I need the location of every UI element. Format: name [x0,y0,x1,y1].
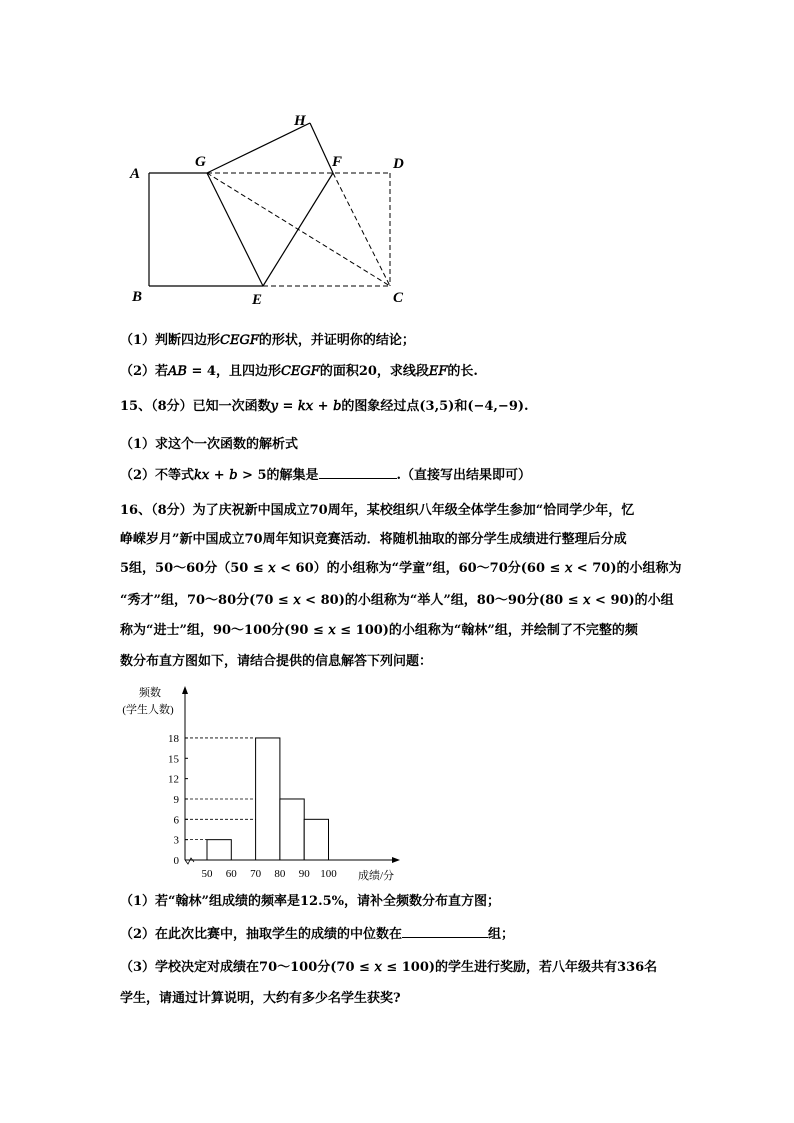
q15-part2-suffix: .（直接写出结果即可） [396,468,532,483]
q16-line2: 峥嵘岁月”新中国成立70周年知识竞赛活动．将随机抽取的部分学生成绩进行整理后分成 [120,532,627,547]
q16-line4: “秀才”组，70～80分(70 ≤ 𝑥 < 80)的小组称为“举人”组，80～90分(80 ≤ 𝑥 < 90)的小组 [120,593,674,608]
point-label-D: D [393,156,404,172]
segment-HF [310,123,333,173]
y-tick-label: 12 [168,773,179,786]
q16-line5: 称为“进士”组，90～100分(90 ≤ 𝑥 ≤ 100)的小组称为“翰林”组，并绘制了不完整的频 [120,623,638,638]
q16-part2-suffix: 组； [488,927,515,942]
histogram-chart [112,682,412,882]
point-label-F: F [332,154,343,170]
segment-GH [207,123,310,173]
q14-part2: （2）若𝐴𝐵 = 4，且四边形𝐶𝐸𝐺𝐹的面积20，求线段𝐸𝐹的长. [120,364,478,379]
q16-line1: 16、（8分）为了庆祝新中国成立70周年，某校组织八年级全体学生参加“恰同学少年，忆 [120,503,635,518]
point-label-E: E [252,292,263,308]
q16-line6: 数分布直方图如下，请结合提供的信息解答下列问题： [120,654,433,669]
histogram-bar-80-90 [280,799,304,860]
q16-answer-blank[interactable] [402,937,488,938]
dashed-FC [333,173,390,286]
q15-part2-text: （2）不等式𝑘𝑥 + 𝑏 > 5的解集是 [120,468,319,483]
point-label-C: C [393,290,404,306]
y-tick-label: 3 [173,834,179,847]
q16-part3-line2: 学生，请通过计算说明，大约有多少名学生获奖? [120,991,401,1006]
x-tick-label: 60 [225,868,237,880]
histogram-bar-50-60 [207,840,231,860]
q15-answer-blank[interactable] [319,478,397,479]
point-label-G: G [195,154,206,170]
point-label-H: H [294,113,306,129]
x-tick-label: 80 [274,868,286,880]
q16-part1: （1）若“翰林”组成绩的频率是12.5%，请补全频数分布直方图； [120,894,501,909]
q16-part3-line1: （3）学校决定对成绩在70～100分(70 ≤ 𝑥 ≤ 100)的学生进行奖励，若八年级共有336名 [120,960,658,975]
y-tick-label: 6 [173,814,179,827]
chart-ylabel-line2: (学生人数) [122,704,174,716]
point-label-B: B [132,289,143,305]
x-axis-arrow [392,857,400,863]
point-label-A: A [130,166,141,182]
x-tick-label: 50 [201,868,213,880]
y-tick-label: 9 [173,793,179,806]
y-tick-label: 18 [168,732,179,745]
q16-line3: 5组，50～60分（50 ≤ 𝑥 < 60）的小组称为“学童”组，60～70分(60 ≤ 𝑥 < 70)的小组称为 [120,561,682,576]
axis-break-mark [185,858,194,864]
x-tick-label: 100 [320,868,337,880]
q15-part2 [120,466,531,486]
histogram-bar-70-80 [256,738,280,860]
y-axis-arrow [182,686,188,694]
x-tick-label: 90 [298,868,310,880]
q16-part2 [120,925,514,945]
y-tick-label: 0 [173,855,179,867]
y-tick-label: 15 [168,753,179,766]
q15-part1: （1）求这个一次函数的解析式 [120,437,299,452]
q15-stem: 15、（8分）已知一次函数𝑦 = 𝑘𝑥 + 𝑏的图象经过点(3,5)和(−4,−9). [120,399,529,414]
q14-part1: （1）判断四边形𝐶𝐸𝐺𝐹的形状，并证明你的结论； [120,333,415,348]
x-tick-label: 70 [250,868,262,880]
chart-xlabel: 成绩/分 [358,870,395,882]
chart-ylabel-line1: 频数 [139,687,161,699]
q16-part2-text: （2）在此次比赛中，抽取学生的成绩的中位数在 [120,927,403,942]
histogram-bar-90-100 [304,819,328,860]
geometry-figure [120,100,420,315]
